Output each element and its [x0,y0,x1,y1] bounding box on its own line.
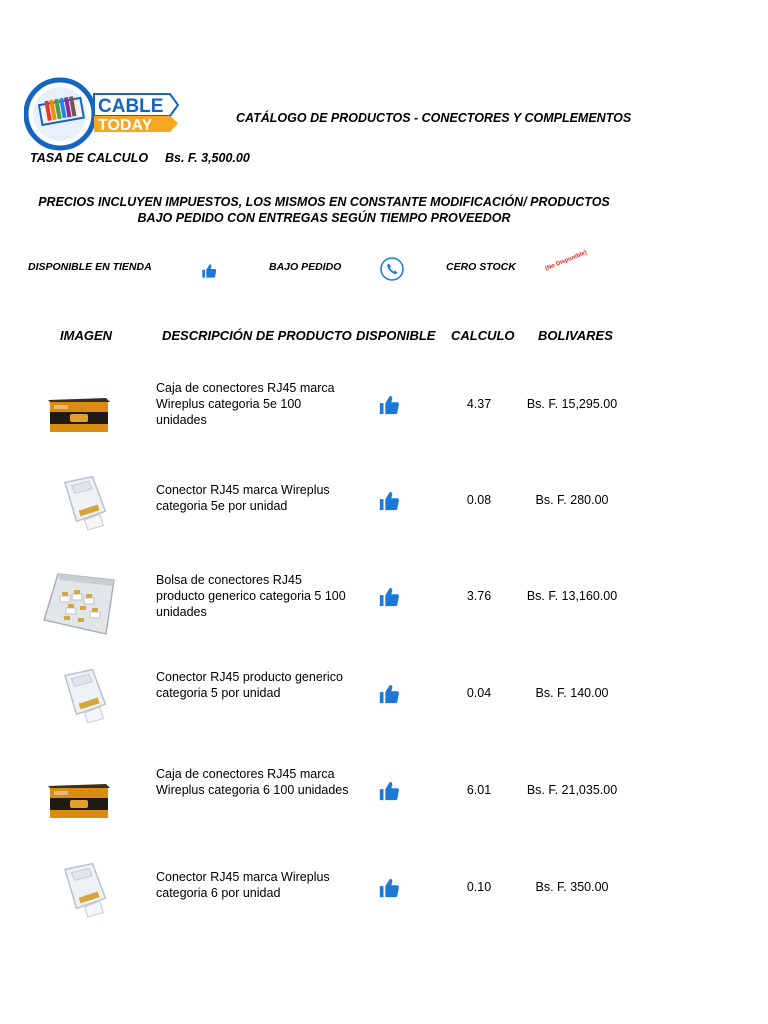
calc-value: 6.01 [466,783,492,797]
table-row [0,855,768,951]
bolivares-value: Bs. F. 280.00 [535,493,609,507]
product-image [40,564,118,640]
col-header-description: DESCRIPCIÓN DE PRODUCTO [162,328,352,343]
logo-text-top: CABLE [98,96,164,117]
product-image [40,855,118,931]
thumbs-up-icon [378,392,400,423]
product-image-box [40,372,118,448]
phone-icon [380,257,404,286]
calc-value: 0.10 [466,880,492,894]
calc-value: 3.76 [466,589,492,603]
thumbs-up-icon [378,488,400,519]
bolivares-value: Bs. F. 140.00 [535,686,609,700]
cable-today-logo [24,76,180,152]
thumbs-up-icon [378,875,400,906]
col-header-calc: CALCULO [451,328,515,343]
product-image-box [40,758,118,834]
table-row [0,372,768,468]
calc-value: 4.37 [466,397,492,411]
product-image [40,758,118,834]
calc-value: 0.04 [466,686,492,700]
not-available-stamp: (No Disponible) [544,249,588,273]
table-row [0,758,768,854]
product-image-connector [40,468,118,544]
catalog-title: CATÁLOGO DE PRODUCTOS - CONECTORES Y COMPLEMENTOS [236,111,632,125]
product-description: Caja de conectores RJ45 marca Wireplus categoria 6 100 unidades [156,767,349,797]
bolivares-value: Bs. F. 15,295.00 [526,397,618,411]
bolivares-value: Bs. F. 13,160.00 [526,589,618,603]
rate-label: TASA DE CALCULO [30,151,149,165]
product-description: Conector RJ45 marca Wireplus categoria 6 por unidad [156,870,330,900]
product-image [40,661,118,737]
col-header-available: DISPONIBLE [356,328,436,343]
product-description: Caja de conectores RJ45 marca Wireplus categoria 5e 100 unidades [156,381,335,427]
product-image-bag [40,564,118,640]
col-header-bolivares: BOLIVARES [538,328,613,343]
legend-zero-label: CERO STOCK [446,261,516,273]
thumbs-up-icon [378,584,400,615]
table-row [0,661,768,757]
product-description: Bolsa de conectores RJ45 producto generico categoria 5 100 unidades [156,573,346,619]
logo-text-bottom: TODAY [98,117,153,134]
product-image [40,468,118,544]
table-row [0,468,768,564]
bolivares-value: Bs. F. 350.00 [535,880,609,894]
notice-line-2: BAJO PEDIDO CON ENTREGAS SEGÚN TIEMPO PROVEEDOR [137,211,511,225]
bolivares-value: Bs. F. 21,035.00 [526,783,618,797]
product-image-connector [40,855,118,931]
rate-value: Bs. F. 3,500.00 [165,151,250,165]
legend-order-label: BAJO PEDIDO [269,261,342,273]
table-row [0,564,768,660]
col-header-image: IMAGEN [60,328,112,343]
notice-line-1: PRECIOS INCLUYEN IMPUESTOS, LOS MISMOS EN CONSTANTE MODIFICACIÓN/ PRODUCTOS [38,195,610,209]
price-notice [24,194,624,226]
product-description: Conector RJ45 marca Wireplus categoria 5e por unidad [156,483,330,513]
product-image [40,372,118,448]
calc-value: 0.08 [466,493,492,507]
thumbs-up-icon [378,681,400,712]
thumbs-up-icon [378,778,400,809]
product-image-connector [40,661,118,737]
thumbs-up-icon [201,262,217,285]
product-description: Conector RJ45 producto generico categoria 5 por unidad [156,670,343,700]
legend-store-label: DISPONIBLE EN TIENDA [28,261,152,273]
